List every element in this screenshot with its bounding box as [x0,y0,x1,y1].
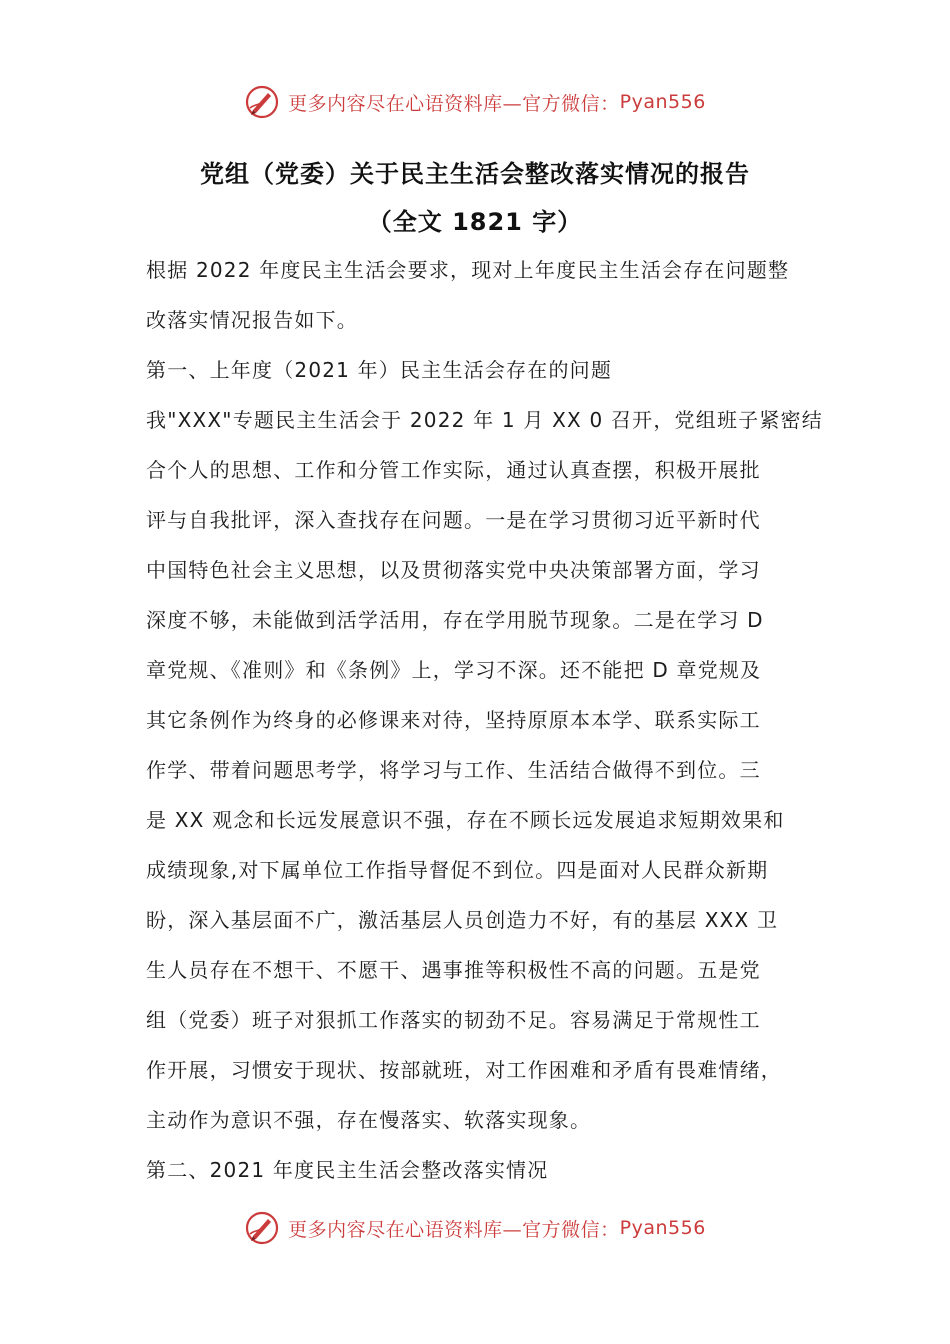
document-title: 党组（党委）关于民主生活会整改落实情况的报告 [200,160,750,188]
body-line: 盼，深入基层面不广，激活基层人员创造力不好，有的基层 XXX 卫 [146,908,779,932]
body-line: 成绩现象,对下属单位工作指导督促不到位。四是面对人民群众新期 [146,858,769,882]
body-line: 评与自我批评，深入查找存在问题。一是在学习贯彻习近平新时代 [146,508,761,532]
section-heading-1: 第一、上年度（2021 年）民主生活会存在的问题 [146,358,613,382]
body-line: 根据 2022 年度民主生活会要求，现对上年度民主生活会存在问题整 [146,258,790,282]
body-line: 作学、带着问题思考学，将学习与工作、生活结合做得不到位。三 [146,758,761,782]
watermark-footer [0,1206,950,1250]
watermark-header [0,80,950,124]
body-line: 改落实情况报告如下。 [146,308,358,332]
watermark-wechat-id: Pyan556 [619,91,706,113]
body-line: 中国特色社会主义思想，以及贯彻落实党中央决策部署方面，学习 [146,558,761,582]
body-line: 作开展，习惯安于现状、按部就班，对工作困难和矛盾有畏难情绪， [146,1058,782,1082]
body-line: 章党规、《准则》和《条例》上，学习不深。还不能把 D 章党规及 [146,658,762,682]
body-line: 我"XXX"专题民主生活会于 2022 年 1 月 XX 0 召开，党组班子紧密结 [146,408,823,432]
body-line: 合个人的思想、工作和分管工作实际，通过认真查摆，积极开展批 [146,458,761,482]
watermark-wechat-id: Pyan556 [619,1217,706,1239]
body-line: 深度不够，未能做到活学活用，存在学用脱节现象。二是在学习 D [146,608,764,632]
section-heading-2: 第二、2021 年度民主生活会整改落实情况 [146,1158,549,1182]
body-line: 是 XX 观念和长远发展意识不强，存在不顾长远发展追求短期效果和 [146,808,785,832]
body-line: 主动作为意识不强，存在慢落实、软落实现象。 [146,1108,592,1132]
body-line: 组（党委）班子对狠抓工作落实的韧劲不足。容易满足于常规性工 [146,1008,761,1032]
document-subtitle: （全文 1821 字） [367,208,583,236]
pen-logo-icon [244,1210,280,1246]
body-line: 生人员存在不想干、不愿干、遇事推等积极性不高的问题。五是党 [146,958,761,982]
document-body [146,252,823,1202]
body-line: 其它条例作为终身的必修课来对待，坚持原原本本学、联系实际工 [146,708,761,732]
watermark-text: 更多内容尽在心语资料库—官方微信： [288,1218,620,1241]
pen-logo-icon [244,84,280,120]
watermark-text: 更多内容尽在心语资料库—官方微信： [288,92,620,115]
